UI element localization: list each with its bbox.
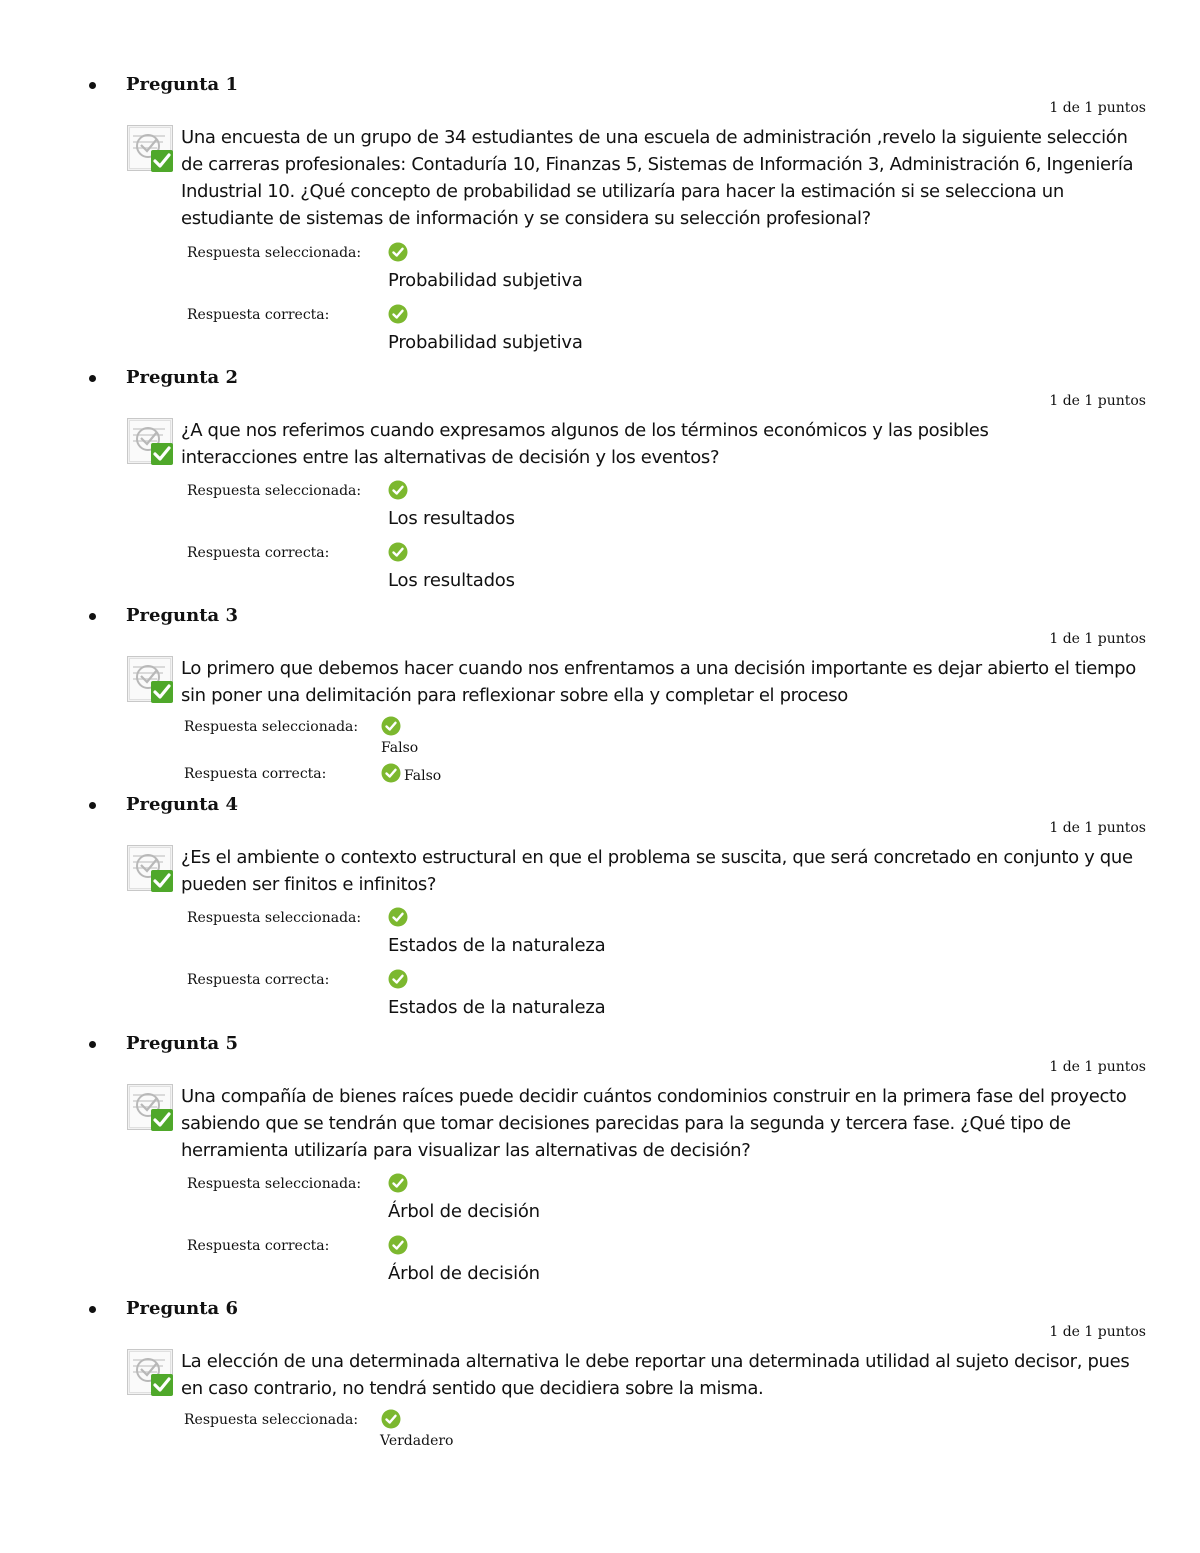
- selected-answer-label: Respuesta seleccionada:: [184, 1412, 359, 1428]
- graded-correct-icon: [127, 418, 177, 466]
- correct-answer-label: Respuesta correcta:: [187, 972, 330, 988]
- question-title: Pregunta 5: [126, 1033, 238, 1054]
- check-circle-icon: [388, 1235, 408, 1255]
- question-points: 1 de 1 puntos: [1049, 820, 1146, 836]
- question-text: ¿A que nos referimos cuando expresamos algunos de los términos económicos y las posibles interacciones entre las alternativas de decisión y los eventos?: [181, 420, 989, 468]
- bullet: [89, 82, 96, 89]
- graded-correct-icon: [127, 125, 177, 173]
- check-circle-icon: [388, 304, 408, 324]
- correct-answer-label: Respuesta correcta:: [184, 766, 327, 782]
- question-text: ¿Es el ambiente o contexto estructural en que el problema se suscita, que será concretado en conjunto y que pueden ser finitos e infinitos?: [181, 847, 1133, 895]
- question-points: 1 de 1 puntos: [1049, 1324, 1146, 1340]
- correct-answer: Probabilidad subjetiva: [388, 332, 583, 353]
- correct-answer: Estados de la naturaleza: [388, 997, 606, 1018]
- check-circle-icon: [381, 763, 401, 783]
- selected-answer: Los resultados: [388, 508, 515, 529]
- selected-answer: Árbol de decisión: [388, 1201, 540, 1222]
- question-title: Pregunta 6: [126, 1298, 238, 1319]
- question-points: 1 de 1 puntos: [1049, 1059, 1146, 1075]
- graded-correct-icon: [127, 1084, 177, 1132]
- question-text: La elección de una determinada alternativa le debe reportar una determinada utilidad al sujeto decisor, pues en caso contrario, no tendrá sentido que decidiera sobre la misma.: [181, 1351, 1130, 1399]
- bullet: [89, 1041, 96, 1048]
- correct-answer-label: Respuesta correcta:: [187, 545, 330, 561]
- question-title: Pregunta 1: [126, 74, 238, 95]
- correct-answer: Los resultados: [388, 570, 515, 591]
- question-points: 1 de 1 puntos: [1049, 631, 1146, 647]
- question-title: Pregunta 2: [126, 367, 238, 388]
- selected-answer: Probabilidad subjetiva: [388, 270, 583, 291]
- check-circle-icon: [388, 480, 408, 500]
- selected-answer: Estados de la naturaleza: [388, 935, 606, 956]
- check-circle-icon: [388, 1173, 408, 1193]
- check-circle-icon: [388, 542, 408, 562]
- check-circle-icon: [381, 716, 401, 736]
- question-text: Una compañía de bienes raíces puede decidir cuántos condominios construir en la primera fase del proyecto sabiendo que se tendrán que tomar decisiones parecidas para la segunda y tercera fase. ¿Qué tipo de herramienta utilizaría para visualizar las alternativas de decisión?: [181, 1086, 1127, 1161]
- selected-answer-label: Respuesta seleccionada:: [187, 910, 362, 926]
- selected-answer-label: Respuesta seleccionada:: [184, 719, 359, 735]
- question-title: Pregunta 3: [126, 605, 238, 626]
- question-title: Pregunta 4: [126, 794, 238, 815]
- correct-answer-label: Respuesta correcta:: [187, 307, 330, 323]
- selected-answer: Falso: [381, 740, 419, 756]
- correct-answer-label: Respuesta correcta:: [187, 1238, 330, 1254]
- graded-correct-icon: [127, 1349, 177, 1397]
- check-circle-icon: [381, 1409, 401, 1429]
- check-circle-icon: [388, 907, 408, 927]
- check-circle-icon: [388, 969, 408, 989]
- question-text: Lo primero que debemos hacer cuando nos enfrentamos a una decisión importante es dejar abierto el tiempo sin poner una delimitación para reflexionar sobre ella y completar el proceso: [181, 658, 1136, 706]
- question-points: 1 de 1 puntos: [1049, 393, 1146, 409]
- check-circle-icon: [388, 242, 408, 262]
- bullet: [89, 375, 96, 382]
- correct-answer: Falso: [404, 768, 442, 784]
- question-points: 1 de 1 puntos: [1049, 100, 1146, 116]
- graded-correct-icon: [127, 845, 177, 893]
- selected-answer-label: Respuesta seleccionada:: [187, 1176, 362, 1192]
- selected-answer: Verdadero: [380, 1433, 454, 1449]
- bullet: [89, 1306, 96, 1313]
- graded-correct-icon: [127, 656, 177, 704]
- correct-answer: Árbol de decisión: [388, 1263, 540, 1284]
- selected-answer-label: Respuesta seleccionada:: [187, 245, 362, 261]
- question-text: Una encuesta de un grupo de 34 estudiantes de una escuela de administración ,revelo la siguiente selección de carreras profesionales: Contaduría 10, Finanzas 5, Sistemas de Información 3, Administración 6, Ingeniería Industrial 10. ¿Qué concepto de probabilidad se utilizaría para hacer la estimación si se selecciona un estudiante de sistemas de información y se considera su selección profesional?: [181, 127, 1134, 229]
- bullet: [89, 802, 96, 809]
- bullet: [89, 613, 96, 620]
- selected-answer-label: Respuesta seleccionada:: [187, 483, 362, 499]
